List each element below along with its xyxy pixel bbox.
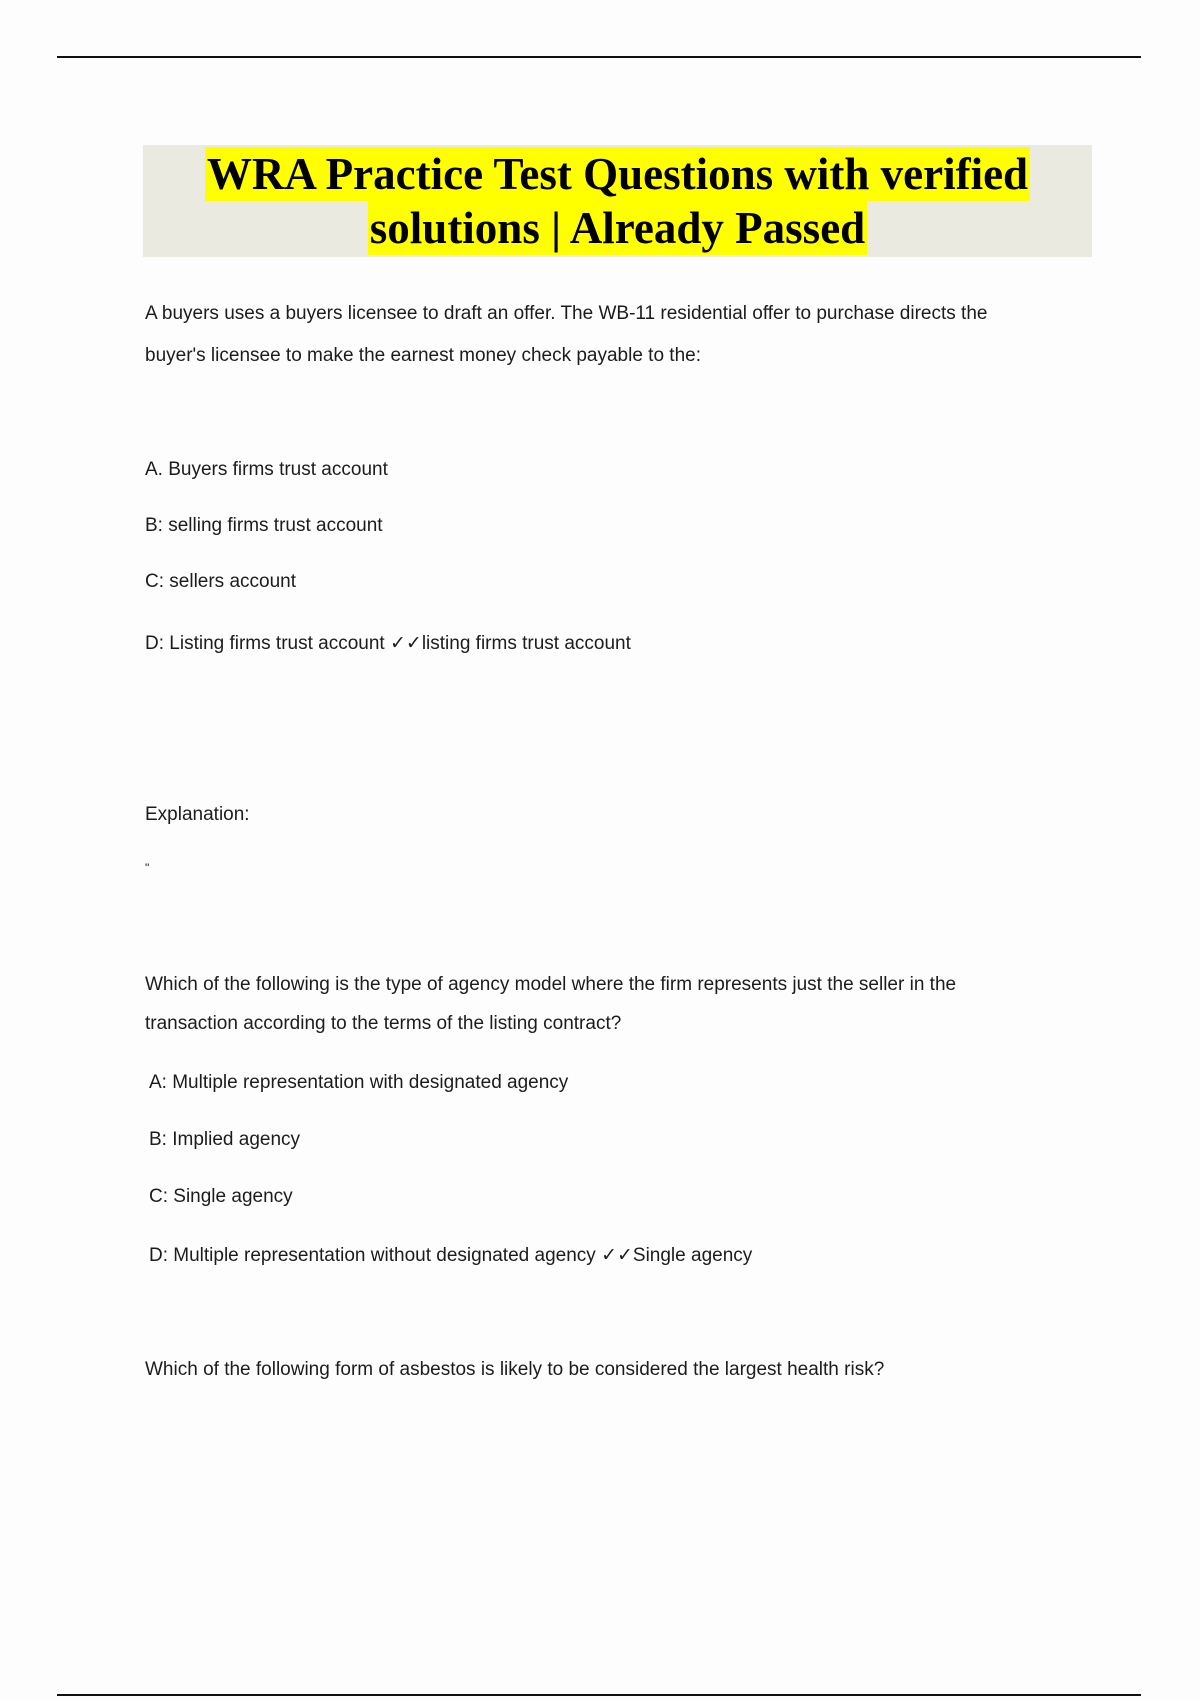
question-2-text-line-2: transaction according to the terms of the listing contract? — [145, 1013, 622, 1034]
question-2-option-d: D: Multiple representation without designated agency — [149, 1245, 596, 1266]
title-line-2: solutions | Already Passed — [369, 203, 866, 253]
question-3-text-line-1: Which of the following form of asbestos is likely to be considered the largest health risk? — [145, 1359, 885, 1380]
question-1-text-line-1: A buyers uses a buyers licensee to draft an offer. The WB-11 residential offer to purchase directs the — [145, 303, 988, 324]
header-rule — [57, 56, 1141, 58]
question-1-option-d-row — [145, 631, 631, 656]
question-2-option-d-row — [149, 1243, 752, 1268]
question-2-option-a: A: Multiple representation with designated agency — [149, 1072, 569, 1093]
checkmark-icon: ✓✓ — [389, 632, 422, 654]
checkmark-icon: ✓✓ — [601, 1244, 633, 1266]
question-1-option-c: C: sellers account — [145, 571, 297, 592]
question-1-option-d: D: Listing firms trust account — [145, 633, 385, 654]
question-2-option-c: C: Single agency — [149, 1186, 293, 1207]
question-2-answer: Single agency — [632, 1245, 753, 1266]
title-line-1: WRA Practice Test Questions with verified — [206, 149, 1029, 199]
question-1-text-line-2: buyer's licensee to make the earnest money check payable to the: — [145, 345, 702, 366]
document-title — [143, 145, 1092, 257]
explanation-label: Explanation: — [145, 804, 250, 825]
footer-rule — [57, 1694, 1141, 1696]
question-2-text-line-1: Which of the following is the type of agency model where the firm represents just the seller in the — [145, 974, 957, 995]
question-2-option-b: B: Implied agency — [149, 1129, 301, 1150]
question-1-option-b: B: selling firms trust account — [145, 515, 383, 536]
question-1-option-a: A. Buyers firms trust account — [145, 459, 388, 480]
question-1-answer: listing firms trust account — [421, 633, 631, 654]
explanation-text: " — [145, 861, 150, 875]
